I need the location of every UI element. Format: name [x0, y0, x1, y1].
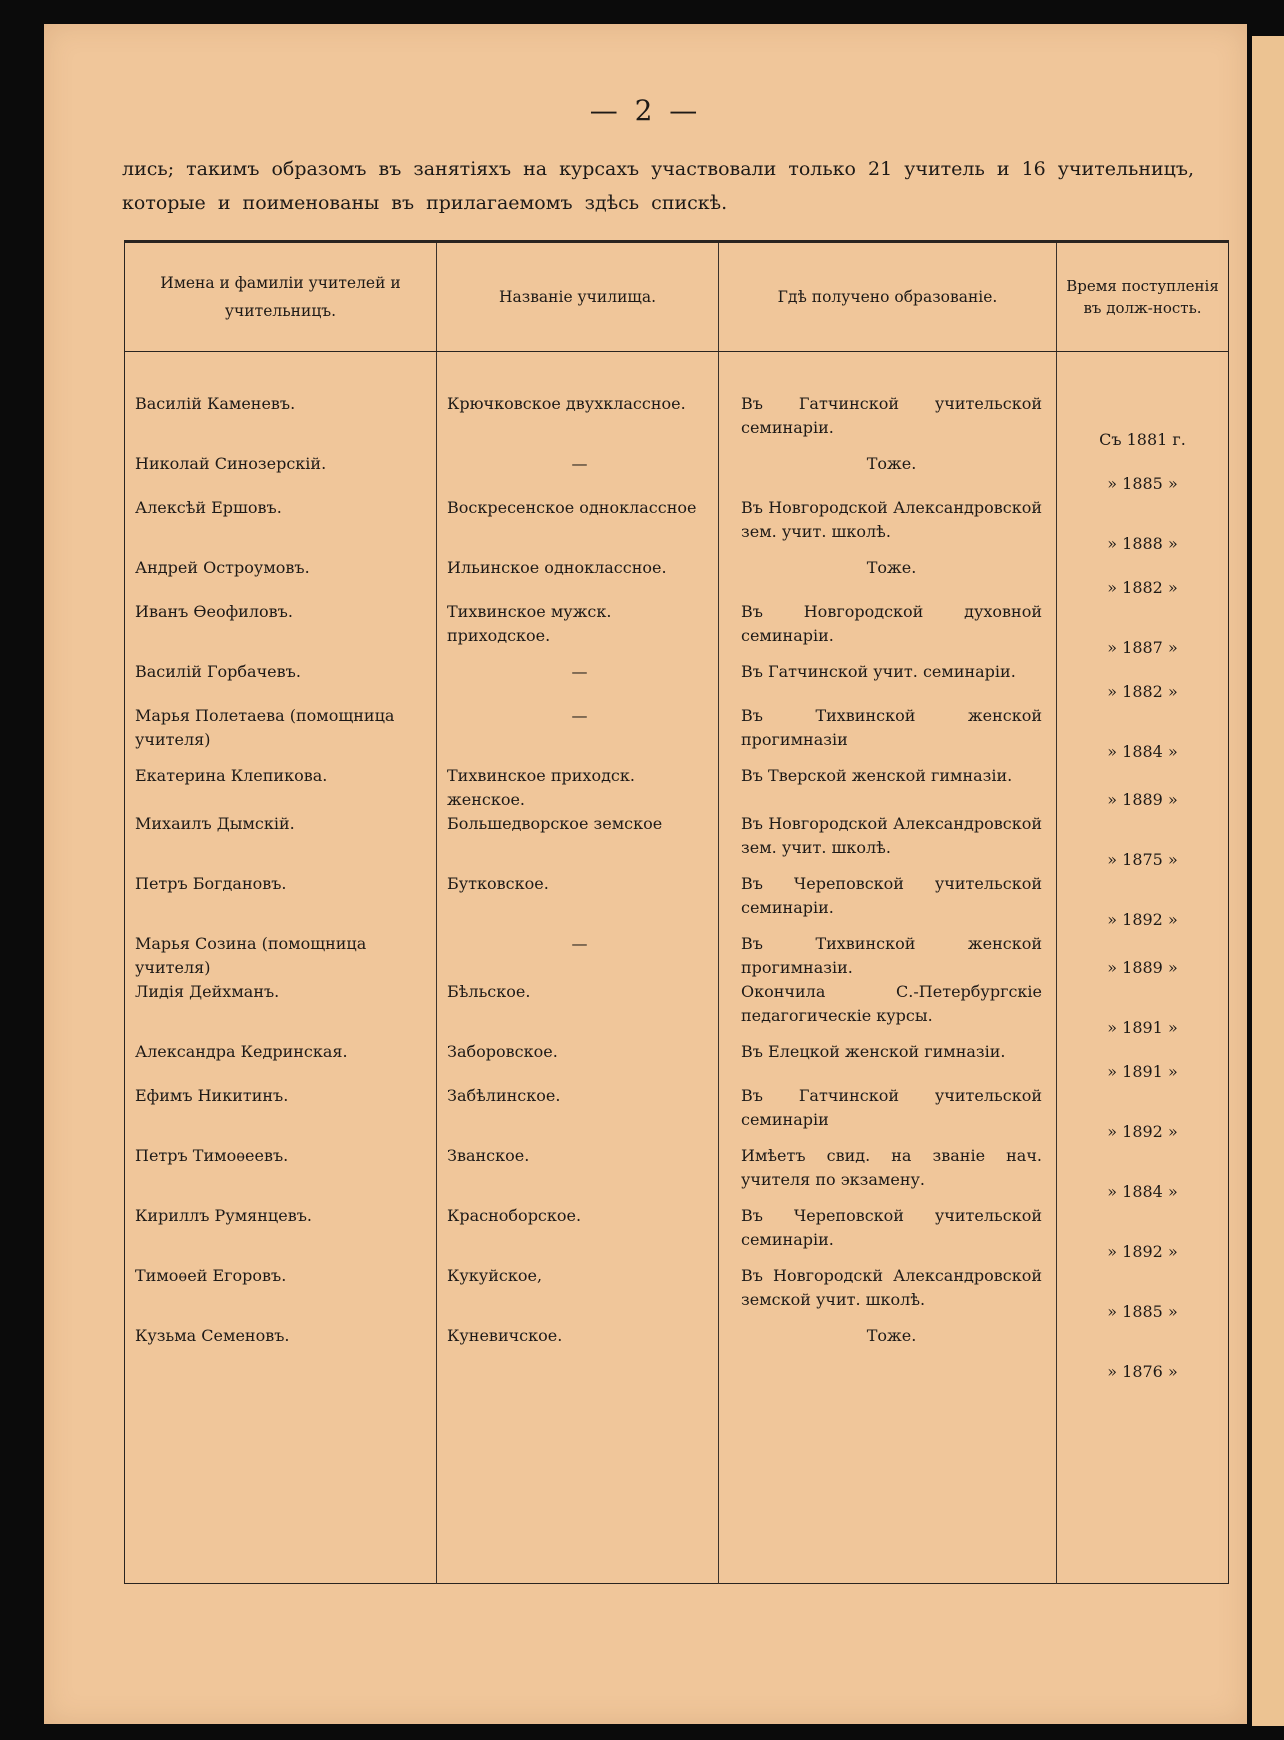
- teacher-name-cell: Александра Кедринская.: [125, 1040, 437, 1084]
- education-cell: Тоже.: [719, 556, 1057, 600]
- table-row: [125, 812, 1229, 872]
- header-school: Названіе училища.: [437, 242, 719, 352]
- spacer-cell: [437, 352, 719, 393]
- table-row: [125, 932, 1229, 980]
- table-row: [125, 556, 1229, 600]
- table-row: [125, 452, 1229, 496]
- education-cell: Въ Тихвинской женской прогимназіи: [719, 704, 1057, 764]
- school-name-cell: Ильинское одноклассное.: [437, 556, 719, 600]
- school-name-cell: Воскресенское одноклассное: [437, 496, 719, 556]
- start-year-cell: » 1876 »: [1107, 1362, 1178, 1381]
- start-year-cell: » 1892 »: [1107, 910, 1178, 929]
- teacher-name-cell: Михаилъ Дымскій.: [125, 812, 437, 872]
- start-year-cell: » 1891 »: [1107, 1018, 1178, 1037]
- spacer-cell: [125, 352, 437, 393]
- teacher-name-cell: Марья Созина (помощница учителя): [125, 932, 437, 980]
- teacher-name-cell: Алексѣй Ершовъ.: [125, 496, 437, 556]
- table-row: [125, 1204, 1229, 1264]
- school-name-cell: Забѣлинское.: [437, 1084, 719, 1144]
- start-year-cell: » 1887 »: [1107, 638, 1178, 657]
- education-cell: Въ Череповской учительской семинаріи.: [719, 872, 1057, 932]
- table-row: [125, 660, 1229, 704]
- start-year-cell: » 1889 »: [1107, 790, 1178, 809]
- spacer-cell: [1057, 352, 1229, 393]
- table-row: [125, 872, 1229, 932]
- start-year-cell: » 1888 »: [1107, 534, 1178, 553]
- table-row: [125, 1040, 1229, 1084]
- school-name-cell: —: [437, 932, 719, 980]
- table-row: [125, 496, 1229, 556]
- school-name-cell: —: [437, 452, 719, 496]
- school-name-cell: —: [437, 660, 719, 704]
- start-year-cell: » 1885 »: [1107, 1302, 1178, 1321]
- teachers-table-wrapper: [124, 240, 1228, 1584]
- table-row: [125, 764, 1229, 812]
- education-cell: Въ Новгородской Александровской зем. учит. школѣ.: [719, 812, 1057, 872]
- start-year-cell: » 1884 »: [1107, 742, 1178, 761]
- start-year-cell: » 1884 »: [1107, 1182, 1178, 1201]
- teacher-name-cell: Иванъ Ѳеофиловъ.: [125, 600, 437, 660]
- intro-paragraph: [122, 152, 1222, 220]
- school-name-cell: Куневичское.: [437, 1324, 719, 1384]
- school-name-cell: Красноборское.: [437, 1204, 719, 1264]
- education-cell: Въ Гатчинской учительской семинаріи: [719, 1084, 1057, 1144]
- teachers-table: [124, 240, 1229, 1584]
- education-cell: Окончила С.-Петербургскіе педагогическіе курсы.: [719, 980, 1057, 1040]
- education-cell: Въ Елецкой женской гимназіи.: [719, 1040, 1057, 1084]
- start-year-cell: » 1885 »: [1107, 474, 1178, 493]
- start-year-cell: » 1882 »: [1107, 682, 1178, 701]
- table-row: [125, 1324, 1229, 1384]
- start-year-cell: » 1889 »: [1107, 958, 1178, 977]
- page-number: — 2 —: [589, 94, 702, 127]
- header-education: Гдѣ получено образованіе.: [719, 242, 1057, 352]
- teacher-name-cell: Тимоѳей Егоровъ.: [125, 1264, 437, 1324]
- table-row: [125, 1084, 1229, 1144]
- filler-cell: [437, 1384, 719, 1584]
- table-bottom-filler: [125, 1384, 1229, 1584]
- table-row: [125, 600, 1229, 660]
- education-cell: Въ Тихвинской женской прогимназіи.: [719, 932, 1057, 980]
- spacer-cell: [719, 352, 1057, 393]
- teacher-name-cell: Николай Синозерскій.: [125, 452, 437, 496]
- education-cell: Въ Новгородской Александровской зем. учит. школѣ.: [719, 496, 1057, 556]
- school-name-cell: Бутковское.: [437, 872, 719, 932]
- table-row: [125, 1264, 1229, 1324]
- intro-line-2: которые и поименованы въ прилагаемомъ здѣсь спискѣ.: [122, 192, 728, 214]
- start-year-cell: » 1875 »: [1107, 850, 1178, 869]
- school-name-cell: Крючковское двухклассное.: [437, 392, 719, 452]
- start-year-cell: » 1882 »: [1107, 578, 1178, 597]
- school-name-cell: Званское.: [437, 1144, 719, 1204]
- school-name-cell: Тихвинское приходск. женское.: [437, 764, 719, 812]
- intro-line-1: лись; такимъ образомъ въ занятіяхъ на курсахъ участвовали только 21 учитель и 16 учительницъ,: [122, 158, 1195, 180]
- school-name-cell: Кукуйское,: [437, 1264, 719, 1324]
- education-cell: Тоже.: [719, 452, 1057, 496]
- start-year-cell: » 1891 »: [1107, 1062, 1178, 1081]
- education-cell: Имѣетъ свид. на званіе нач. учителя по экзамену.: [719, 1144, 1057, 1204]
- teacher-name-cell: Лидія Дейхманъ.: [125, 980, 437, 1040]
- teacher-name-cell: Ефимъ Никитинъ.: [125, 1084, 437, 1144]
- education-cell: Въ Новгородской духовной семинаріи.: [719, 600, 1057, 660]
- filler-cell: [719, 1384, 1057, 1584]
- table-row: [125, 704, 1229, 764]
- document-page: [44, 24, 1247, 1724]
- education-cell: Въ Гатчинской учительской семинаріи.: [719, 392, 1057, 452]
- education-cell: Въ Новгородскй Александровской земской учит. школѣ.: [719, 1264, 1057, 1324]
- school-name-cell: Заборовское.: [437, 1040, 719, 1084]
- table-row: [125, 980, 1229, 1040]
- teacher-name-cell: Екатерина Клепикова.: [125, 764, 437, 812]
- start-year-cell: Съ 1881 г.: [1099, 430, 1186, 449]
- school-name-cell: —: [437, 704, 719, 764]
- header-names: Имена и фамиліи учителей и учительницъ.: [125, 242, 437, 352]
- teacher-name-cell: Марья Полетаева (помощница учителя): [125, 704, 437, 764]
- table-header-row: [125, 242, 1229, 352]
- start-year-cell: » 1892 »: [1107, 1242, 1178, 1261]
- education-cell: Въ Гатчинской учит. семинаріи.: [719, 660, 1057, 704]
- teacher-name-cell: Петръ Богдановъ.: [125, 872, 437, 932]
- start-year-cell: » 1892 »: [1107, 1122, 1178, 1141]
- teacher-name-cell: Кузьма Семеновъ.: [125, 1324, 437, 1384]
- school-name-cell: Бѣльское.: [437, 980, 719, 1040]
- teacher-name-cell: Андрей Остроумовъ.: [125, 556, 437, 600]
- filler-cell: [1057, 1384, 1229, 1584]
- header-start-year: Время поступленія въ долж-ность.: [1057, 242, 1229, 352]
- filler-cell: [125, 1384, 437, 1584]
- education-cell: Въ Череповской учительской семинаріи.: [719, 1204, 1057, 1264]
- table-row: [125, 392, 1229, 452]
- education-cell: Тоже.: [719, 1324, 1057, 1384]
- teacher-name-cell: Василій Каменевъ.: [125, 392, 437, 452]
- table-top-spacer: [125, 352, 1229, 393]
- school-name-cell: Большедворское земское: [437, 812, 719, 872]
- school-name-cell: Тихвинское мужск. приходское.: [437, 600, 719, 660]
- table-row: [125, 1144, 1229, 1204]
- teacher-name-cell: Петръ Тимоѳеевъ.: [125, 1144, 437, 1204]
- education-cell: Въ Тверской женской гимназіи.: [719, 764, 1057, 812]
- teacher-name-cell: Василій Горбачевъ.: [125, 660, 437, 704]
- teacher-name-cell: Кириллъ Румянцевъ.: [125, 1204, 437, 1264]
- adjacent-page-edge: [1252, 36, 1284, 1726]
- table-body: [125, 352, 1229, 1584]
